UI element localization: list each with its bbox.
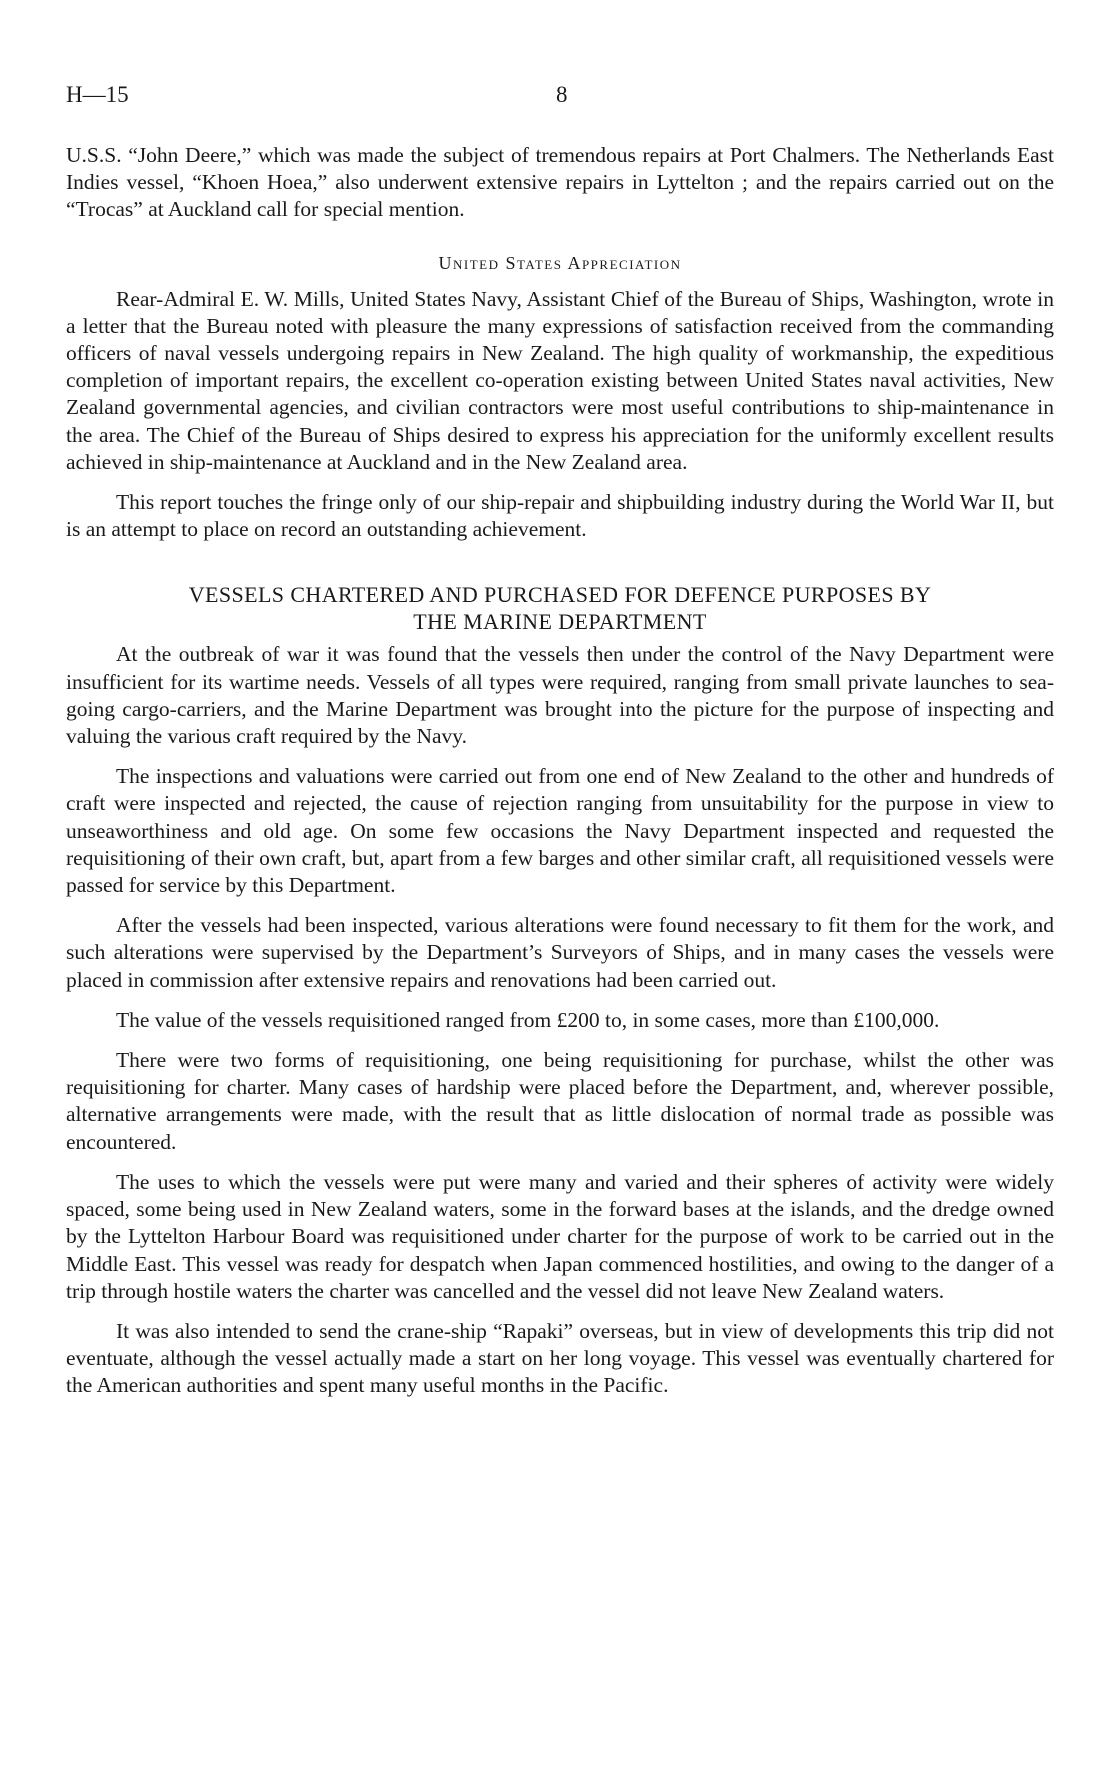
section-paragraph: At the outbreak of war it was found that the vessels then under the control of the Navy Department were insufficient for its wartime needs. Vessels of all types were required, ranging from small private launches to sea-going cargo-carriers, and the Marine Department was brought into the picture for the purpose of inspecting and valuing the various craft required by the Navy.: [66, 642, 1054, 749]
page-identifier: H—15: [66, 82, 129, 107]
section-heading-line: THE MARINE DEPARTMENT: [413, 609, 707, 635]
section-paragraph: The inspections and valuations were carried out from one end of New Zealand to the other and hundreds of craft were inspected and rejected, the cause of rejection ranging from unsuitability for the purpose in view to unseaworthiness and old age. On some few occasions the Navy Department inspected and requested the requisitioning of their own craft, but, apart from a few barges and other similar craft, all requisitioned vessels were passed for service by this Department.: [66, 764, 1054, 898]
running-head: [66, 82, 1054, 112]
section-paragraph: The uses to which the vessels were put were many and varied and their spheres of activity were widely spaced, some being used in New Zealand waters, some in the forward bases at the islands, and the dredge owned by the Lyttelton Harbour Board was requisitioned under charter for the purpose of work to be carried out in the Middle East. This vessel was ready for despatch when Japan commenced hostilities, and owing to the danger of a trip through hostile waters the charter was cancelled and the vessel did not leave New Zealand waters.: [66, 1169, 1054, 1303]
body-text: [66, 142, 1054, 1400]
appreciation-paragraph: Rear-Admiral E. W. Mills, United States Navy, Assistant Chief of the Bureau of Ships, Washington, wrote in a letter that the Bureau noted with pleasure the many expressions of satisfaction received from the commanding officers of naval vessels undergoing repairs in New Zealand. The high quality of workmanship, the expeditious completion of important repairs, the excellent co-operation existing between United States naval activities, New Zealand governmental agencies, and civilian contractors were most useful contributions to ship-maintenance in the area. The Chief of the Bureau of Ships desired to express his appreciation for the uniformly excellent results achieved in ship-maintenance at Auckland and in the New Zealand area.: [66, 286, 1054, 474]
section-heading: [66, 581, 1054, 635]
section-paragraph: The value of the vessels requisitioned ranged from £200 to, in some cases, more than £100,000.: [116, 1007, 940, 1032]
section-paragraph: There were two forms of requisitioning, one being requisitioning for purchase, whilst the other was requisitioning for charter. Many cases of hardship were placed before the Department, and, wherever possible, alternative arrangements were made, with the result that as little dislocation of normal trade as possible was encountered.: [66, 1048, 1054, 1154]
section-heading-line: VESSELS CHARTERED AND PURCHASED FOR DEFENCE PURPOSES BY: [188, 582, 932, 608]
page-number: 8: [556, 82, 568, 107]
appreciation-heading: United States Appreciation: [438, 252, 682, 273]
appreciation-paragraph: This report touches the fringe only of our ship-repair and shipbuilding industry during the World War II, but is an attempt to place on record an outstanding achievement.: [66, 490, 1054, 542]
document-page: [66, 0, 1054, 1781]
intro-paragraph: U.S.S. “John Deere,” which was made the subject of tremendous repairs at Port Chalmers. The Netherlands East Indies vessel, “Khoen Hoea,” also underwent extensive repairs in Lyttelton ; and the repairs carried out on the “Trocas” at Auckland call for special mention.: [66, 143, 1054, 222]
section-paragraph: After the vessels had been inspected, various alterations were found necessary to fit them for the work, and such alterations were supervised by the Department’s Surveyors of Ships, and in many cases the vessels were placed in commission after extensive repairs and renovations had been carried out.: [66, 913, 1054, 992]
section-paragraph: It was also intended to send the crane-ship “Rapaki” overseas, but in view of developments this trip did not eventuate, although the vessel actually made a start on her long voyage. This vessel was eventually chartered for the American authorities and spent many useful months in the Pacific.: [66, 1318, 1054, 1398]
